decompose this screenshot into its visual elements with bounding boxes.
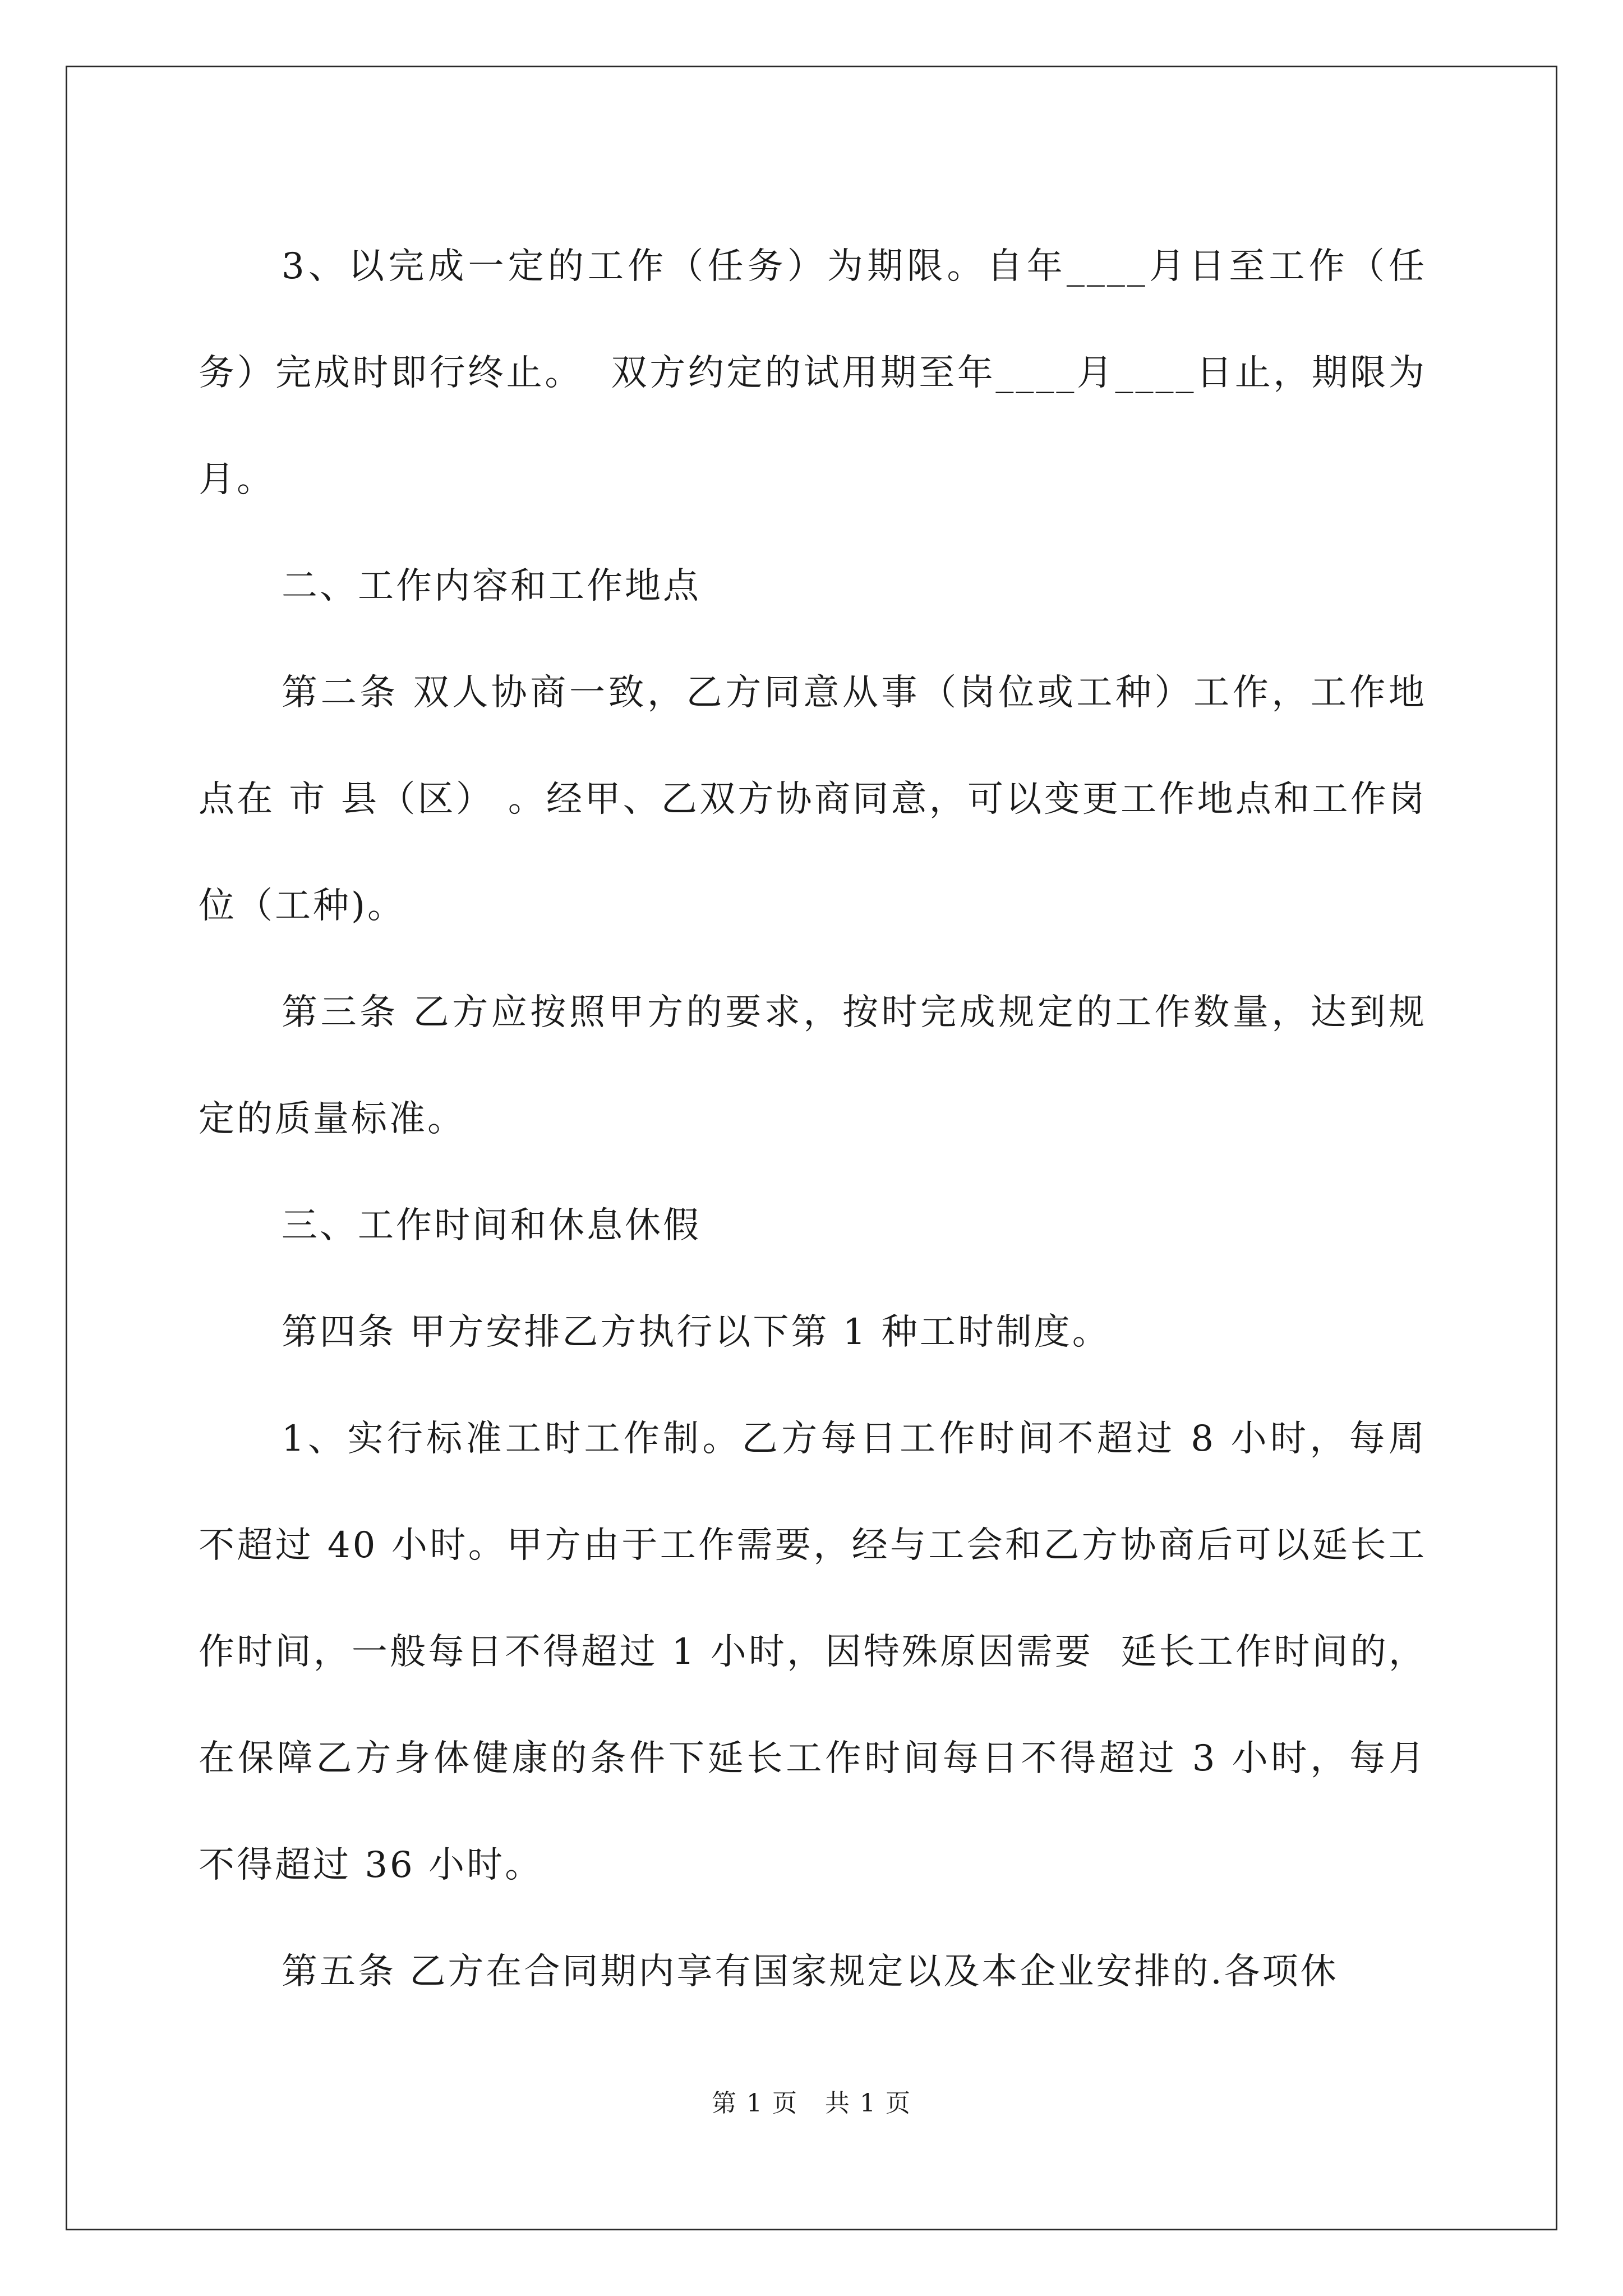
paragraph-article-4: 第四条 甲方安排乙方执行以下第 1 种工时制度。 <box>282 1312 1110 1353</box>
paragraph-article-5: 第五条 乙方在合同期内享有国家规定以及本企业安排的.各项休 <box>282 1951 1339 1993</box>
page-footer: 第 1 页 共 1 页 <box>712 2089 911 2118</box>
paragraph-term-completion: 3、以完成一定的工作（任务）为期限。自年____月日至工作（任务）完成时即行终止。 双方约定的试用期至年____月____日止，期限为月。 <box>199 246 1427 500</box>
paragraph-standard-hours: 1、实行标准工时工作制。乙方每日工作时间不超过 8 小时，每周不超过 40 小时。甲方由于工作需要，经与工会和乙方协商后可以延长工作时间，一般每日不得超过 1 小时，因特殊原因需要 延长工作时间的，在保障乙方身体健康的条件下延长工作时间每日不得超过 3 小时，每月不得超过 36 小时。 <box>199 1418 1427 1886</box>
paragraph-article-2: 第二条 双人协商一致，乙方同意从事（岗位或工种）工作，工作地点在 市 县（区） 。经甲、乙双方协商同意，可以变更工作地点和工作岗位（工种)。 <box>199 672 1427 927</box>
paragraph-article-3: 第三条 乙方应按照甲方的要求，按时完成规定的工作数量，达到规定的质量标准。 <box>199 992 1427 1140</box>
heading-work-content-location: 二、工作内容和工作地点 <box>282 565 701 607</box>
heading-work-hours-rest: 三、工作时间和休息休假 <box>282 1205 701 1246</box>
document-body <box>199 213 1427 2025</box>
